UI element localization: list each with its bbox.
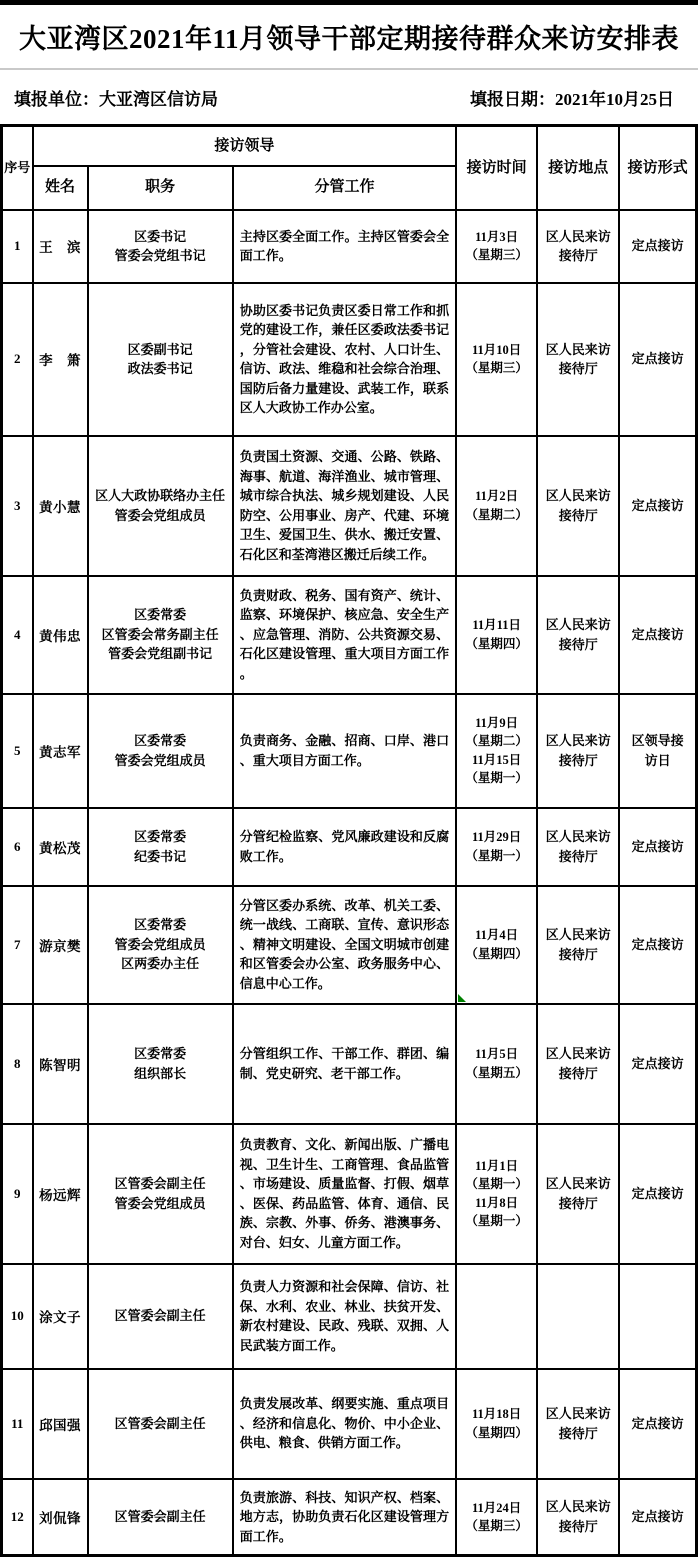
cell-time: 11月9日 （星期二） 11月15日 （星期一）: [456, 694, 537, 808]
cell-time: 11月29日 （星期一）: [456, 808, 537, 886]
cell-place: 区人民来访接待厅: [537, 886, 619, 1004]
page-title: 大亚湾区2021年11月领导干部定期接待群众来访安排表: [18, 24, 679, 54]
meta-row: [0, 70, 698, 124]
schedule-table: [0, 124, 698, 1557]
cell-place: [537, 1264, 619, 1369]
table-row: [2, 1264, 697, 1369]
table-row: [2, 1004, 697, 1124]
cell-form: 定点接访: [619, 1369, 696, 1479]
cell-name: 黄小慧: [33, 436, 88, 576]
cell-place: 区人民来访接待厅: [537, 1479, 619, 1556]
cell-seq: 1: [2, 210, 33, 283]
header-time: 接访时间: [456, 126, 537, 210]
cell-form: 定点接访: [619, 576, 696, 694]
cell-seq: 5: [2, 694, 33, 808]
cell-name: 陈智明: [33, 1004, 88, 1124]
cell-form: 定点接访: [619, 283, 696, 436]
cell-place: 区人民来访接待厅: [537, 283, 619, 436]
cell-duty: 负责国土资源、交通、公路、铁路、海事、航道、海洋渔业、城市管理、城市综合执法、城乡规划建设、人民防空、公用事业、房产、代建、环境卫生、爱国卫生、供水、搬迁安置、石化区和荃湾港区搬迁后续工作。: [233, 436, 456, 576]
cell-name: 李 箫: [33, 283, 88, 436]
cell-seq: 8: [2, 1004, 33, 1124]
cell-position: 区管委会副主任: [88, 1264, 233, 1369]
cell-duty: 分管区委办系统、改革、机关工委、统一战线、工商联、宣传、意识形态、精神文明建设、全国文明城市创建和区管委会办公室、政务服务中心、信息中心工作。: [233, 886, 456, 1004]
cell-duty: 负责财政、税务、国有资产、统计、监察、环境保护、核应急、安全生产、应急管理、消防、公共资源交易、石化区建设管理、重大项目方面工作。: [233, 576, 456, 694]
cell-position: 区管委会副主任 管委会党组成员: [88, 1124, 233, 1264]
table-row: [2, 1369, 697, 1479]
cell-duty: 负责人力资源和社会保障、信访、社保、水利、农业、林业、扶贫开发、新农村建设、民政、残联、双拥、人民武装方面工作。: [233, 1264, 456, 1369]
header-place: 接访地点: [537, 126, 619, 210]
cell-form: 区领导接访日: [619, 694, 696, 808]
table-row: [2, 210, 697, 283]
cell-place: 区人民来访接待厅: [537, 436, 619, 576]
cell-time: 11月4日 （星期四）: [456, 886, 537, 1004]
report-unit: 填报单位：大亚湾区信访局: [14, 89, 218, 109]
cell-time: 11月18日 （星期四）: [456, 1369, 537, 1479]
cell-seq: 6: [2, 808, 33, 886]
cell-time: 11月1日 （星期一） 11月8日 （星期一）: [456, 1124, 537, 1264]
cell-name: 刘侃锋: [33, 1479, 88, 1556]
header-form: 接访形式: [619, 126, 696, 210]
header-seq: 序号: [2, 126, 33, 210]
header-leader-group: 接访领导: [33, 126, 457, 166]
cell-form: [619, 1264, 696, 1369]
cell-form: 定点接访: [619, 1004, 696, 1124]
cell-time: 11月3日 （星期三）: [456, 210, 537, 283]
cell-duty: 负责发展改革、纲要实施、重点项目、经济和信息化、物价、中小企业、供电、粮食、供销方面工作。: [233, 1369, 456, 1479]
header-duty: 分管工作: [233, 166, 456, 210]
cell-name: 游京樊: [33, 886, 88, 1004]
cell-position: 区委常委 区管委会常务副主任 管委会党组副书记: [88, 576, 233, 694]
cell-name: 黄伟忠: [33, 576, 88, 694]
cell-form: 定点接访: [619, 886, 696, 1004]
cell-position: 区管委会副主任: [88, 1479, 233, 1556]
cell-position: 区委常委 纪委书记: [88, 808, 233, 886]
cell-seq: 9: [2, 1124, 33, 1264]
header-row-top: [2, 126, 697, 166]
cell-name: 邱国强: [33, 1369, 88, 1479]
cell-time: 11月11日 （星期四）: [456, 576, 537, 694]
cell-position: 区人大政协联络办主任 管委会党组成员: [88, 436, 233, 576]
cell-position: 区委常委 管委会党组成员: [88, 694, 233, 808]
table-row: [2, 694, 697, 808]
cell-duty: 协助区委书记负责区委日常工作和抓党的建设工作，兼任区委政法委书记，分管社会建设、农村、人口计生、信访、政法、维稳和社会综合治理、国防后备力量建设、武装工作，联系区人大政协工作办公室。: [233, 283, 456, 436]
table-header: [2, 126, 697, 210]
cell-place: 区人民来访接待厅: [537, 694, 619, 808]
cell-name: 涂文子: [33, 1264, 88, 1369]
cell-place: 区人民来访接待厅: [537, 576, 619, 694]
cell-seq: 10: [2, 1264, 33, 1369]
table-row: [2, 436, 697, 576]
cell-time: [456, 1264, 537, 1369]
cell-place: 区人民来访接待厅: [537, 808, 619, 886]
cell-duty: 负责旅游、科技、知识产权、档案、地方志，协助负责石化区建设管理方面工作。: [233, 1479, 456, 1556]
cell-form: 定点接访: [619, 436, 696, 576]
cell-position: 区委副书记 政法委书记: [88, 283, 233, 436]
cell-form: 定点接访: [619, 210, 696, 283]
cell-time: 11月10日 （星期三）: [456, 283, 537, 436]
cell-seq: 2: [2, 283, 33, 436]
cell-name: 黄志军: [33, 694, 88, 808]
cell-seq: 12: [2, 1479, 33, 1556]
cell-time: 11月24日 （星期三）: [456, 1479, 537, 1556]
table-body: [2, 210, 697, 1556]
table-row: [2, 808, 697, 886]
cell-position: 区委常委 管委会党组成员 区两委办主任: [88, 886, 233, 1004]
header-name: 姓名: [33, 166, 88, 210]
cell-position: 区委书记 管委会党组书记: [88, 210, 233, 283]
cell-place: 区人民来访接待厅: [537, 210, 619, 283]
cell-name: 杨远辉: [33, 1124, 88, 1264]
cell-seq: 7: [2, 886, 33, 1004]
cell-form: 定点接访: [619, 808, 696, 886]
table-row: [2, 576, 697, 694]
cell-position: 区管委会副主任: [88, 1369, 233, 1479]
cell-duty: 分管纪检监察、党风廉政建设和反腐败工作。: [233, 808, 456, 886]
cell-time: 11月5日 （星期五）: [456, 1004, 537, 1124]
table-row: [2, 886, 697, 1004]
table-row: [2, 1124, 697, 1264]
cell-seq: 4: [2, 576, 33, 694]
cell-place: 区人民来访接待厅: [537, 1004, 619, 1124]
cell-form: 定点接访: [619, 1124, 696, 1264]
table-row: [2, 1479, 697, 1556]
cell-name: 黄松茂: [33, 808, 88, 886]
cell-duty: 主持区委全面工作。主持区管委会全面工作。: [233, 210, 456, 283]
cell-marker-icon: [458, 994, 466, 1002]
cell-duty: 负责商务、金融、招商、口岸、港口、重大项目方面工作。: [233, 694, 456, 808]
cell-place: 区人民来访接待厅: [537, 1369, 619, 1479]
cell-form: 定点接访: [619, 1479, 696, 1556]
report-date: 填报日期：2021年10月25日: [470, 89, 674, 109]
cell-name: 王 滨: [33, 210, 88, 283]
cell-duty: 分管组织工作、干部工作、群团、编制、党史研究、老干部工作。: [233, 1004, 456, 1124]
cell-place: 区人民来访接待厅: [537, 1124, 619, 1264]
cell-position: 区委常委 组织部长: [88, 1004, 233, 1124]
title-block: [0, 0, 698, 70]
table-row: [2, 283, 697, 436]
cell-seq: 11: [2, 1369, 33, 1479]
cell-seq: 3: [2, 436, 33, 576]
cell-duty: 负责教育、文化、新闻出版、广播电视、卫生计生、工商管理、食品监管、市场建设、质量监督、打假、烟草、医保、药品监管、体育、通信、民族、宗教、外事、侨务、港澳事务、对台、妇女、儿童方面工作。: [233, 1124, 456, 1264]
header-position: 职务: [88, 166, 233, 210]
cell-time: 11月2日 （星期二）: [456, 436, 537, 576]
